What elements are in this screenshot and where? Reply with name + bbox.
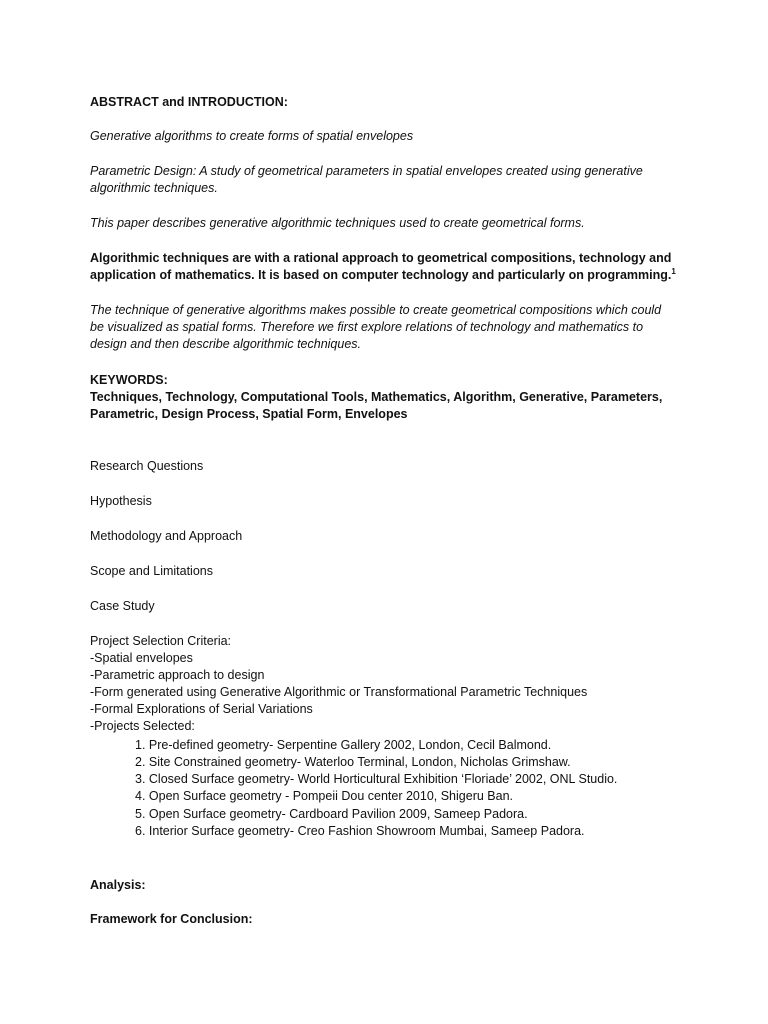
analysis-heading: Analysis: [90, 878, 146, 892]
criteria-item: -Spatial envelopes [90, 651, 193, 665]
section-hypothesis: Hypothesis [90, 494, 152, 508]
technique-line-3: design and then describe algorithmic techniques. [90, 337, 362, 351]
technique-line-1: The technique of generative algorithms makes possible to create geometrical compositions which could [90, 303, 662, 317]
footnote-reference: 1 [671, 266, 676, 276]
project-item: 3. Closed Surface geometry- World Horticultural Exhibition ‘Floriade’ 2002, ONL Studio. [135, 772, 618, 786]
section-scope: Scope and Limitations [90, 564, 213, 578]
section-case-study: Case Study [90, 599, 155, 613]
algorithmic-line-2-text: application of mathematics. It is based on computer technology and particularly on programming. [90, 268, 672, 282]
parametric-design-line-2: algorithmic techniques. [90, 181, 218, 195]
algorithmic-line-1: Algorithmic techniques are with a rational approach to geometrical compositions, technology and [90, 251, 672, 265]
project-item: 2. Site Constrained geometry- Waterloo Terminal, London, Nicholas Grimshaw. [135, 755, 571, 769]
criteria-item: -Formal Explorations of Serial Variations [90, 702, 313, 716]
paper-description: This paper describes generative algorithmic techniques used to create geometrical forms. [90, 216, 585, 230]
algorithmic-line-2 [90, 267, 676, 284]
subtitle: Generative algorithms to create forms of spatial envelopes [90, 129, 414, 143]
keywords-line-2: Parametric, Design Process, Spatial Form, Envelopes [90, 407, 408, 421]
keywords-label: KEYWORDS: [90, 373, 168, 387]
heading: ABSTRACT and INTRODUCTION: [90, 95, 288, 109]
criteria-item: -Parametric approach to design [90, 668, 265, 682]
technique-line-2: be visualized as spatial forms. Therefore we first explore relations of technology and mathematics to [90, 320, 644, 334]
parametric-design-line-1: Parametric Design: A study of geometrical parameters in spatial envelopes created using generative [90, 164, 643, 178]
criteria-item: -Projects Selected: [90, 719, 195, 733]
project-item: 4. Open Surface geometry - Pompeii Dou center 2010, Shigeru Ban. [135, 789, 513, 803]
project-item: 6. Interior Surface geometry- Creo Fashion Showroom Mumbai, Sameep Padora. [135, 824, 585, 838]
section-methodology: Methodology and Approach [90, 529, 243, 543]
keywords-line-1: Techniques, Technology, Computational Tools, Mathematics, Algorithm, Generative, Parameters, [90, 390, 663, 404]
framework-heading: Framework for Conclusion: [90, 912, 253, 926]
section-research-questions: Research Questions [90, 459, 204, 473]
project-item: 5. Open Surface geometry- Cardboard Pavilion 2009, Sameep Padora. [135, 807, 528, 821]
criteria-item: -Form generated using Generative Algorithmic or Transformational Parametric Techniques [90, 685, 588, 699]
project-item: 1. Pre-defined geometry- Serpentine Gallery 2002, London, Cecil Balmond. [135, 738, 552, 752]
criteria-label: Project Selection Criteria: [90, 634, 232, 648]
